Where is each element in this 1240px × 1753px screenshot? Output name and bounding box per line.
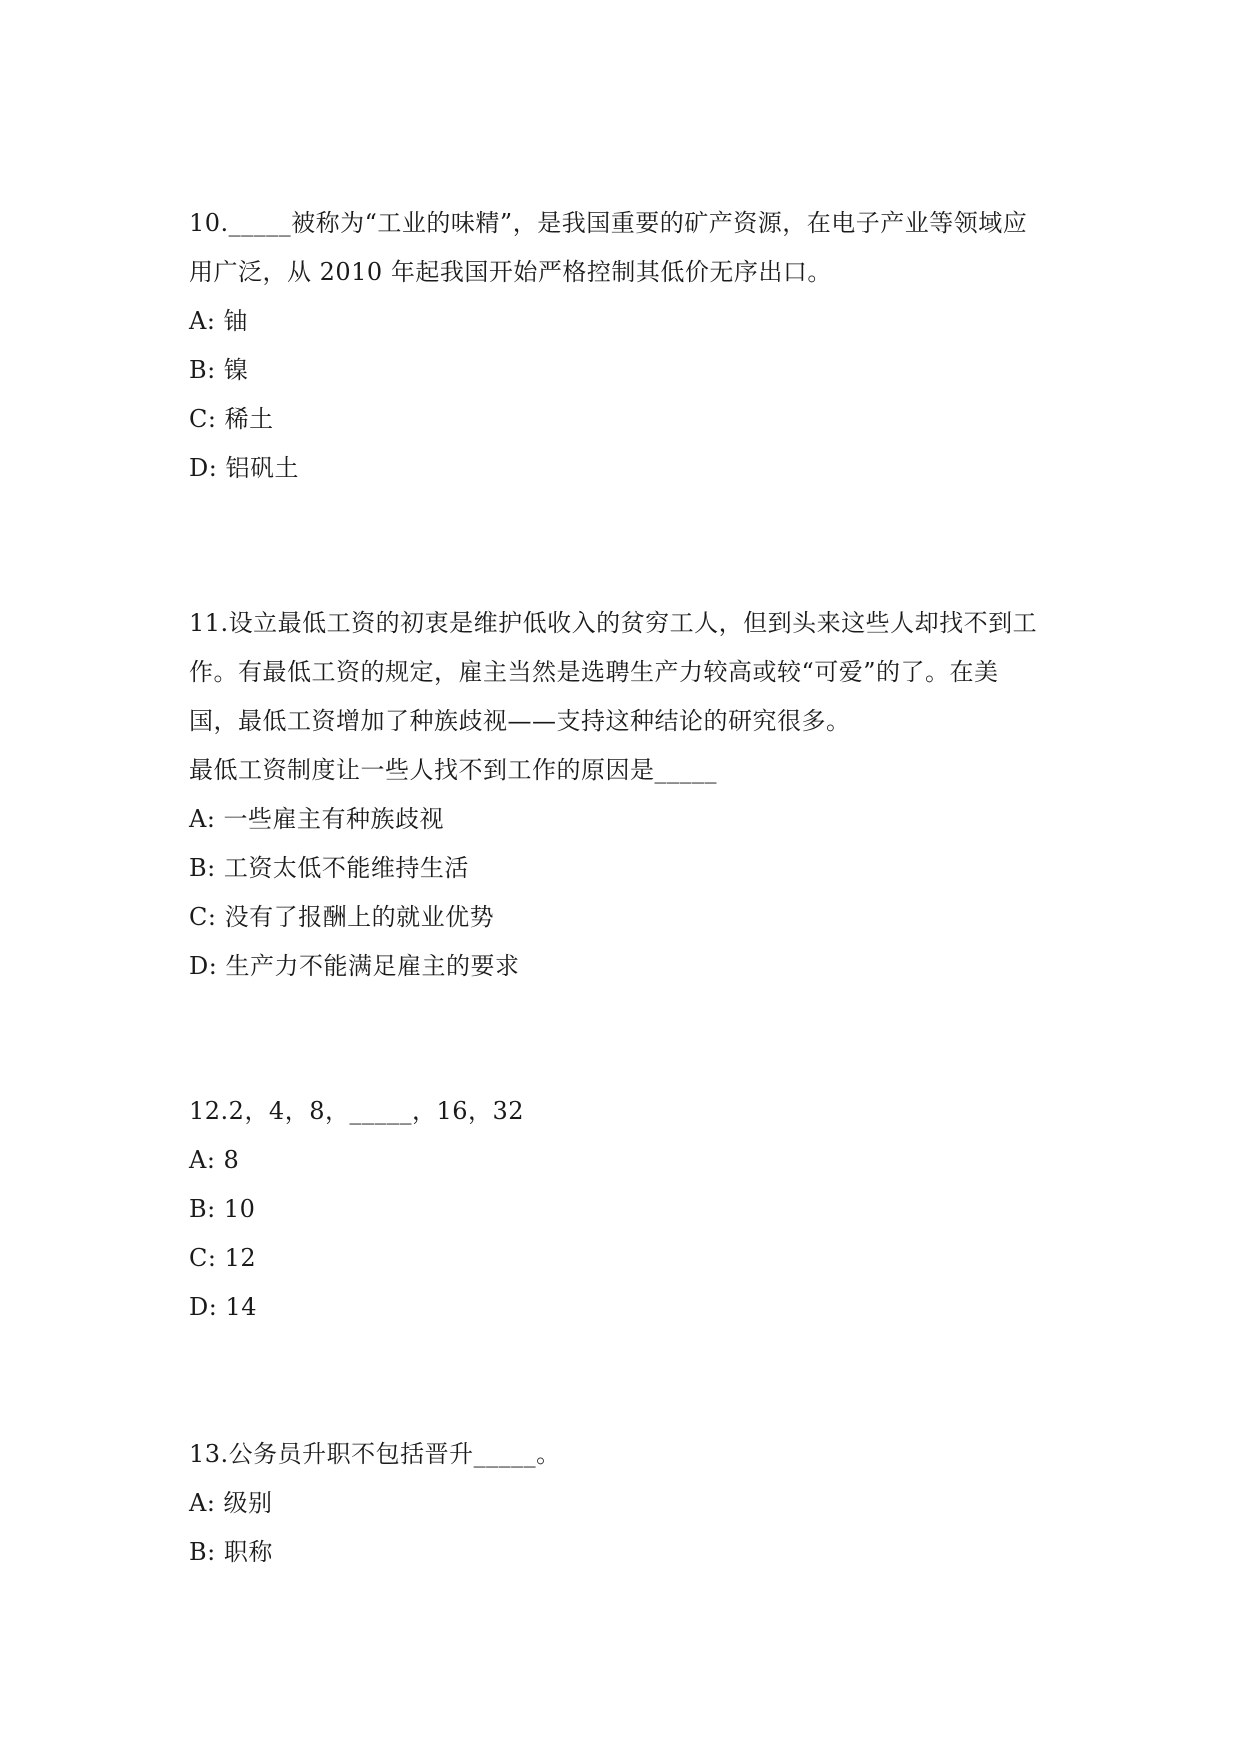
option-a: A: 级别	[189, 1489, 273, 1517]
question-13	[189, 1430, 1059, 1577]
question-stem-line: 11.设立最低工资的初衷是维护低收入的贫穷工人，但到头来这些人却找不到工	[189, 609, 1038, 637]
option-c: C: 没有了报酬上的就业优势	[189, 903, 495, 931]
option-a: A: 8	[189, 1146, 240, 1174]
option-c: C: 稀土	[189, 405, 274, 433]
option-b: B: 工资太低不能维持生活	[189, 854, 469, 882]
option-c: C: 12	[189, 1244, 257, 1272]
question-prompt-line: 最低工资制度让一些人找不到工作的原因是_____	[189, 756, 717, 784]
question-stem-line: 用广泛，从 2010 年起我国开始严格控制其低价无序出口。	[189, 258, 832, 286]
option-a: A: 一些雇主有种族歧视	[189, 805, 445, 833]
question-12	[189, 1087, 1059, 1332]
option-d: D: 14	[189, 1293, 257, 1321]
question-stem-line: 12.2，4，8，_____，16，32	[189, 1097, 525, 1125]
question-10	[189, 199, 1059, 493]
question-stem-line: 国，最低工资增加了种族歧视——支持这种结论的研究很多。	[189, 707, 851, 735]
option-d: D: 生产力不能满足雇主的要求	[189, 952, 520, 980]
question-stem-line: 作。有最低工资的规定，雇主当然是选聘生产力较高或较“可爱”的了。在美	[189, 658, 999, 686]
question-stem-line: 10._____被称为“工业的味精”，是我国重要的矿产资源，在电子产业等领域应	[189, 209, 1028, 237]
option-b: B: 职称	[189, 1538, 273, 1566]
option-d: D: 铝矾土	[189, 454, 299, 482]
question-11	[189, 599, 1059, 991]
option-b: B: 镍	[189, 356, 249, 384]
option-a: A: 铀	[189, 307, 249, 335]
question-stem-line: 13.公务员升职不包括晋升_____。	[189, 1440, 561, 1468]
option-b: B: 10	[189, 1195, 256, 1223]
